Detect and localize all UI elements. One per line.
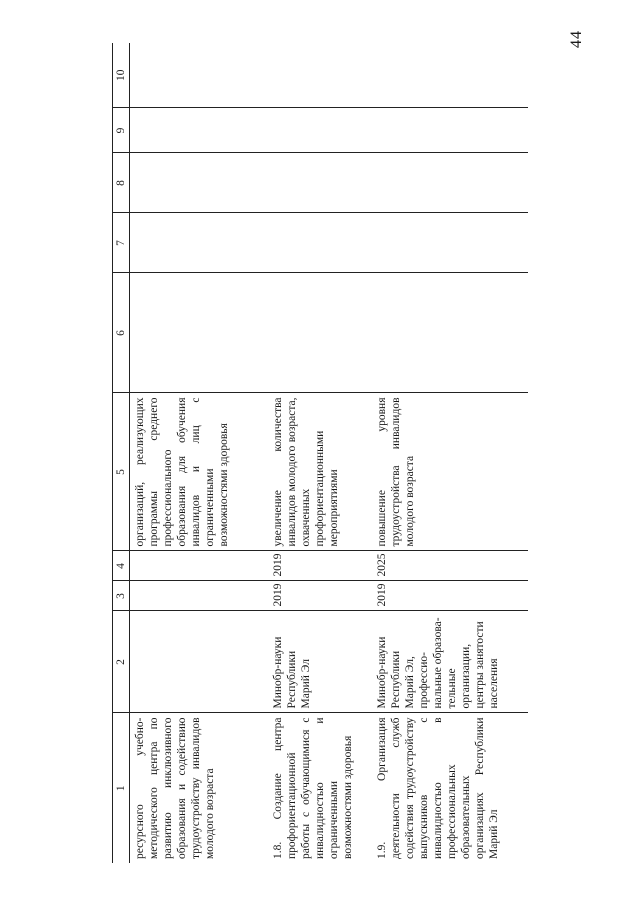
cell-expected-result: организаций, реализующих программы среднего профессионального образования для обучения инвалидов и лиц с ограниченными возможностями здоровья [130, 393, 269, 551]
document-table [112, 43, 528, 863]
cell-col-8 [268, 153, 372, 213]
table-row [268, 43, 372, 863]
col-header-6: 6 [113, 273, 130, 393]
cell-col-8 [372, 153, 528, 213]
cell-expected-result: увеличение количества инвалидов молодого возраста, охваченных профориентационными мероприятиями [268, 393, 372, 551]
cell-col-9 [268, 108, 372, 153]
cell-col-6 [130, 273, 269, 393]
cell-executor: Минобр-науки Республики Марий Эл [268, 611, 372, 713]
cell-col-9 [130, 108, 269, 153]
table-row [372, 43, 528, 863]
cell-start-year [130, 581, 269, 611]
cell-col-7 [268, 213, 372, 273]
cell-measure: 1.8. Создание центра профориентационной работы с обучающимися с инвалидностью и ограниченными возможностями здоровья [272, 717, 354, 859]
cell-col-9 [372, 108, 528, 153]
col-header-2: 2 [113, 611, 130, 713]
cell-col-10 [130, 43, 269, 108]
cell-col-7 [130, 213, 269, 273]
cell-end-year: 2019 [268, 551, 372, 581]
cell-col-6 [268, 273, 372, 393]
cell-col-10 [268, 43, 372, 108]
cell-col-7 [372, 213, 528, 273]
col-header-9: 9 [113, 108, 130, 153]
page-number: 44 [568, 30, 585, 48]
col-header-3: 3 [113, 581, 130, 611]
cell-col-8 [130, 153, 269, 213]
cell-executor: Минобр-науки Республики Марий Эл, профессио-нальные образова-тельные организации, центры занятости населения [372, 611, 528, 713]
col-header-5: 5 [113, 393, 130, 551]
col-header-1: 1 [113, 713, 130, 863]
col-header-4: 4 [113, 551, 130, 581]
col-header-7: 7 [113, 213, 130, 273]
cell-executor [130, 611, 269, 713]
cell-end-year: 2025 [372, 551, 528, 581]
header-row [113, 43, 130, 863]
cell-start-year: 2019 [372, 581, 528, 611]
table-row [130, 43, 269, 863]
col-header-10: 10 [113, 43, 130, 108]
cell-expected-result: повышение уровня трудоустройства инвалидов молодого возраста [372, 393, 528, 551]
cell-start-year: 2019 [268, 581, 372, 611]
col-header-8: 8 [113, 153, 130, 213]
cell-measure: ресурсного учебно-методического центра по развитию инклюзивного образования и содействию трудоустройству инвалидов молодого возраста [134, 717, 216, 859]
document-table-rotated [112, 43, 639, 863]
cell-col-10 [372, 43, 528, 108]
cell-col-6 [372, 273, 528, 393]
cell-measure: 1.9. Организация деятельности служб содействия трудоустройству выпускников с инвалидностью в профессиональных образовательных организациях Республики Марий Эл [376, 717, 500, 859]
cell-end-year [130, 551, 269, 581]
